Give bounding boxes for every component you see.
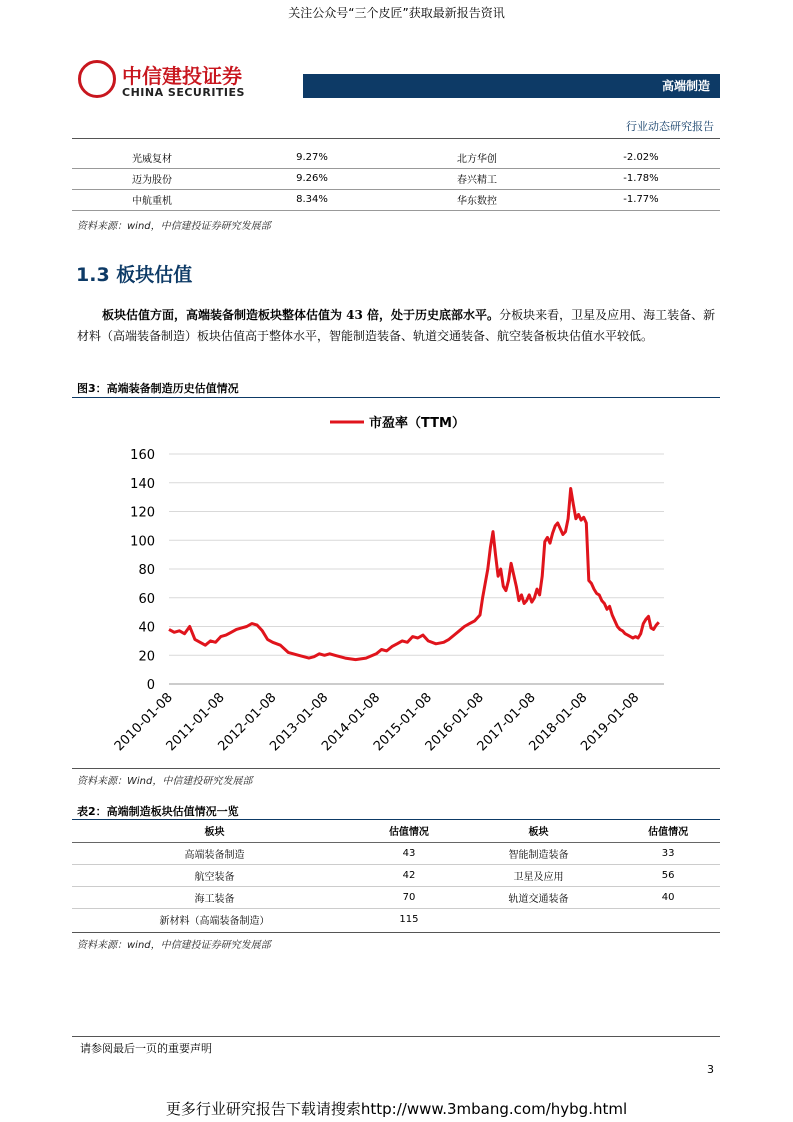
y-tick-label: 40: [138, 620, 155, 636]
table-cell: -1.77%: [562, 189, 720, 210]
table-header-cell: 板块: [72, 820, 357, 842]
page-number: 3: [707, 1063, 714, 1076]
footer-divider: [72, 1036, 720, 1037]
table-row: [72, 842, 720, 864]
table-cell: 北方华创: [392, 147, 562, 168]
table-cell: 42: [357, 864, 461, 886]
table2-title-text: 高端制造板块估值情况一览: [106, 805, 239, 818]
table-row: [72, 189, 720, 210]
x-tick-label: 2012-01-08: [215, 690, 280, 755]
header-divider: [72, 138, 720, 139]
table-cell: -2.02%: [562, 147, 720, 168]
table-cell: 航空装备: [72, 864, 357, 886]
logo-chinese: 中信建投证券: [122, 64, 242, 88]
figure-title-text: 高端装备制造历史估值情况: [106, 382, 239, 395]
figure-label: 图3：: [77, 382, 107, 395]
table-cell: 轨道交通装备: [461, 886, 617, 908]
table-cell: 迈为股份: [72, 168, 232, 189]
x-tick-label: 2014-01-08: [319, 690, 384, 755]
table-header-cell: 估值情况: [357, 820, 461, 842]
table-cell: -1.78%: [562, 168, 720, 189]
table1-source: 资料来源：wind，中信建投证券研究发展部: [77, 221, 271, 232]
sector-banner: 高端制造: [303, 74, 720, 98]
table-cell: 9.26%: [232, 168, 392, 189]
table-cell: 卫星及应用: [461, 864, 617, 886]
y-tick-label: 160: [130, 448, 155, 463]
x-tick-label: 2017-01-08: [474, 690, 539, 755]
table-cell: 智能制造装备: [461, 842, 617, 864]
table-cell: 56: [616, 864, 720, 886]
legend-label: 市盈率（TTM）: [369, 416, 465, 431]
table-cell: 中航重机: [72, 189, 232, 210]
para-bold: 板块估值方面，高端装备制造板块整体估值为 43 倍，处于历史底部水平。: [102, 308, 500, 322]
table-row: [72, 908, 720, 930]
top-note: 关注公众号“三个皮匠”获取最新报告资讯: [288, 6, 505, 20]
table-cell: 43: [357, 842, 461, 864]
y-tick-label: 140: [130, 476, 155, 492]
table-cell: 9.27%: [232, 147, 392, 168]
section-title: 1.3 板块估值: [76, 264, 193, 286]
x-tick-label: 2018-01-08: [526, 690, 591, 755]
table-row: [72, 147, 720, 168]
report-type: 行业动态研究报告: [626, 120, 714, 133]
table-cell: 8.34%: [232, 189, 392, 210]
disclaimer-note: 请参阅最后一页的重要声明: [80, 1042, 212, 1055]
valuation-table: [72, 820, 720, 930]
table-cell: 33: [616, 842, 720, 864]
section-paragraph: [77, 305, 720, 347]
table2-title: [77, 803, 239, 819]
y-tick-label: 100: [130, 534, 155, 550]
table2-source: 资料来源：wind，中信建投证券研究发展部: [77, 940, 271, 951]
logo-icon: [78, 60, 116, 98]
table-header-cell: 板块: [461, 820, 617, 842]
y-tick-label: 20: [138, 649, 155, 665]
x-tick-label: 2011-01-08: [163, 690, 228, 755]
logo-english: CHINA SECURITIES: [122, 86, 245, 99]
y-tick-label: 120: [130, 505, 155, 521]
y-tick-label: 80: [138, 563, 155, 578]
x-tick-label: 2010-01-08: [111, 690, 176, 755]
table-row: [72, 864, 720, 886]
x-tick-label: 2019-01-08: [578, 690, 643, 755]
x-tick-label: 2016-01-08: [422, 690, 487, 755]
bottom-link[interactable]: 更多行业研究报告下载请搜索http://www.3mbang.com/hybg.html: [165, 1100, 628, 1118]
pe-chart: [72, 400, 722, 768]
x-tick-label: 2015-01-08: [370, 690, 435, 755]
table-cell: [461, 908, 617, 930]
table-cell: 春兴精工: [392, 168, 562, 189]
table-row: [72, 886, 720, 908]
para-rest: 分板块来看，卫星及应用、海工装备、新材料（高端装备制造）板块估值高于整体水平，智能制造装备、轨道交通装备、航空装备板块估值水平较低。: [77, 308, 716, 343]
table-cell: 华东数控: [392, 189, 562, 210]
top-movers-table: [72, 147, 720, 211]
figure-source: 资料来源：Wind，中信建投研究发展部: [77, 776, 253, 787]
table2-label: 表2：: [77, 805, 107, 818]
table-cell: 高端装备制造: [72, 842, 357, 864]
y-tick-label: 60: [138, 591, 155, 607]
figure-top-rule: [72, 397, 720, 398]
table2-bottom-rule: [72, 932, 720, 933]
table-cell: [616, 908, 720, 930]
table-cell: 光威复材: [72, 147, 232, 168]
y-tick-label: 0: [146, 678, 155, 693]
figure-title: [77, 380, 239, 396]
table-cell: 40: [616, 886, 720, 908]
figure-bottom-rule: [72, 768, 720, 769]
x-tick-label: 2013-01-08: [267, 690, 332, 755]
table-cell: 新材料（高端装备制造）: [159, 915, 270, 927]
table-cell: 70: [357, 886, 461, 908]
table-cell: 海工装备: [72, 886, 357, 908]
table-row: [72, 168, 720, 189]
table-cell: 115: [399, 913, 419, 925]
table-header-cell: 估值情况: [616, 820, 720, 842]
series-line-pe: [169, 489, 659, 660]
